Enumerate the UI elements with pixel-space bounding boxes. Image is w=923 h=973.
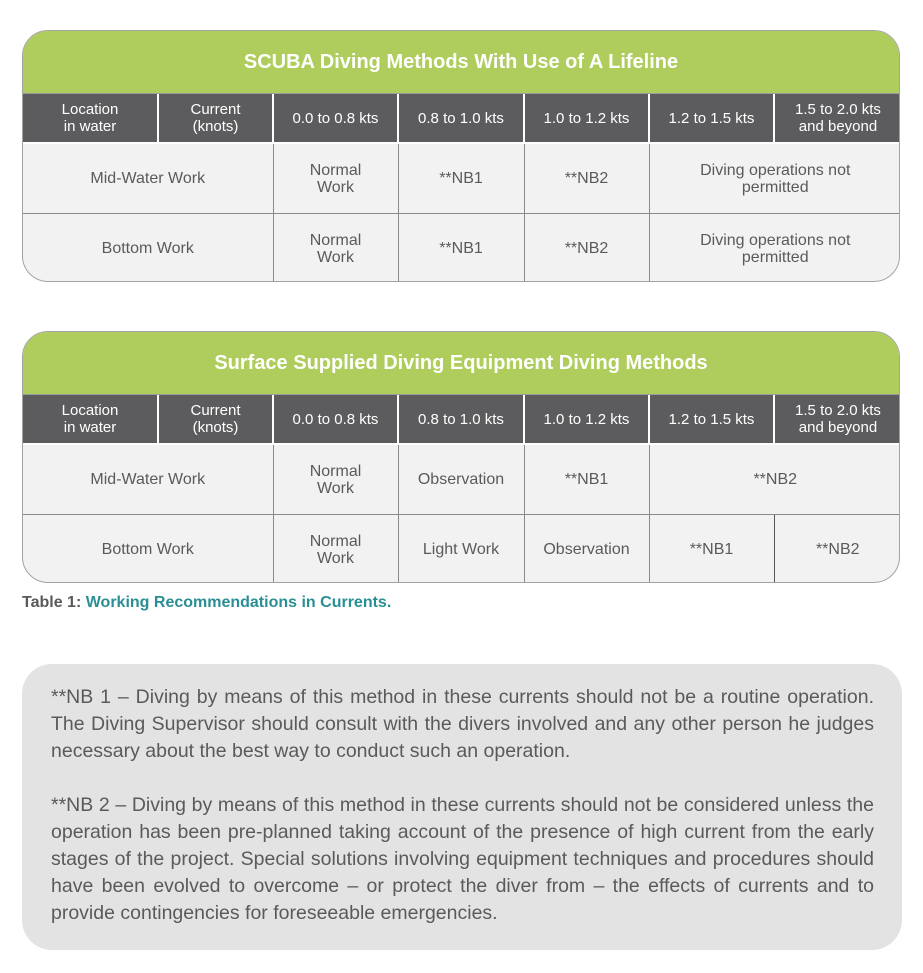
table-cell: **NB1 <box>649 515 774 584</box>
header-location: Location in water <box>23 395 158 444</box>
scuba-table-title: SCUBA Diving Methods With Use of A Lifeline <box>23 31 899 94</box>
header-range-1: 0.0 to 0.8 kts <box>273 395 398 444</box>
header-range-1: 0.0 to 0.8 kts <box>273 94 398 143</box>
table-cell: **NB1 <box>398 143 524 214</box>
table-row <box>23 143 900 214</box>
table-row <box>23 214 900 283</box>
table-cell: Normal Work <box>273 515 398 584</box>
table-cell: **NB2 <box>524 143 649 214</box>
table-cell: Normal Work <box>273 214 398 283</box>
header-range-4: 1.2 to 1.5 kts <box>649 94 774 143</box>
note-nb1: **NB 1 – Diving by means of this method in these currents should not be a routine operation. The Diving Supervisor should consult with the divers involved and any other person he judges necessary about the best way to conduct such an operation. <box>51 686 874 762</box>
table-cell: **NB1 <box>524 444 649 515</box>
header-range-2: 0.8 to 1.0 kts <box>398 395 524 444</box>
row-label: Bottom Work <box>23 214 273 283</box>
header-current: Current (knots) <box>158 94 273 143</box>
header-current: Current (knots) <box>158 395 273 444</box>
table-row <box>23 444 900 515</box>
surface-table-card <box>22 331 900 583</box>
header-range-5: 1.5 to 2.0 kts and beyond <box>774 94 900 143</box>
table-cell: Normal Work <box>273 444 398 515</box>
caption-text: Working Recommendations in Currents. <box>85 594 392 611</box>
table-cell: Normal Work <box>273 143 398 214</box>
table-cell: Observation <box>524 515 649 584</box>
table-cell: Diving operations not permitted <box>649 143 900 214</box>
row-label: Mid-Water Work <box>23 444 273 515</box>
header-range-3: 1.0 to 1.2 kts <box>524 94 649 143</box>
header-range-5: 1.5 to 2.0 kts and beyond <box>774 395 900 444</box>
table-cell: Observation <box>398 444 524 515</box>
table-cell: **NB2 <box>524 214 649 283</box>
row-label: Bottom Work <box>23 515 273 584</box>
table-cell: **NB2 <box>815 541 860 558</box>
table-cell: Light Work <box>398 515 524 584</box>
table-row <box>23 515 900 584</box>
caption-prefix: Table 1: <box>22 594 82 611</box>
surface-table <box>23 395 900 583</box>
header-range-4: 1.2 to 1.5 kts <box>649 395 774 444</box>
note-nb2: **NB 2 – Diving by means of this method in these currents should not be considered unless the operation has been pre-planned taking account of the presence of high current from the early stages of the project. Special solutions involving equipment techniques and procedures should have been evolved to overcome – or protect the diver from – the effects of currents and to provide contingencies for foreseeable emergencies. <box>51 794 874 924</box>
scuba-table <box>23 94 900 282</box>
notes-box <box>22 664 902 950</box>
table-cell: Diving operations not permitted <box>700 231 851 266</box>
header-range-3: 1.0 to 1.2 kts <box>524 395 649 444</box>
row-label: Mid-Water Work <box>23 143 273 214</box>
table-header-row <box>23 395 900 444</box>
table-cell: **NB2 <box>649 444 900 515</box>
scuba-table-card <box>22 30 900 282</box>
header-location: Location in water <box>23 94 158 143</box>
table-cell: **NB1 <box>398 214 524 283</box>
header-range-2: 0.8 to 1.0 kts <box>398 94 524 143</box>
table-caption <box>22 594 391 612</box>
table-header-row <box>23 94 900 143</box>
surface-table-title: Surface Supplied Diving Equipment Diving Methods <box>23 332 899 395</box>
